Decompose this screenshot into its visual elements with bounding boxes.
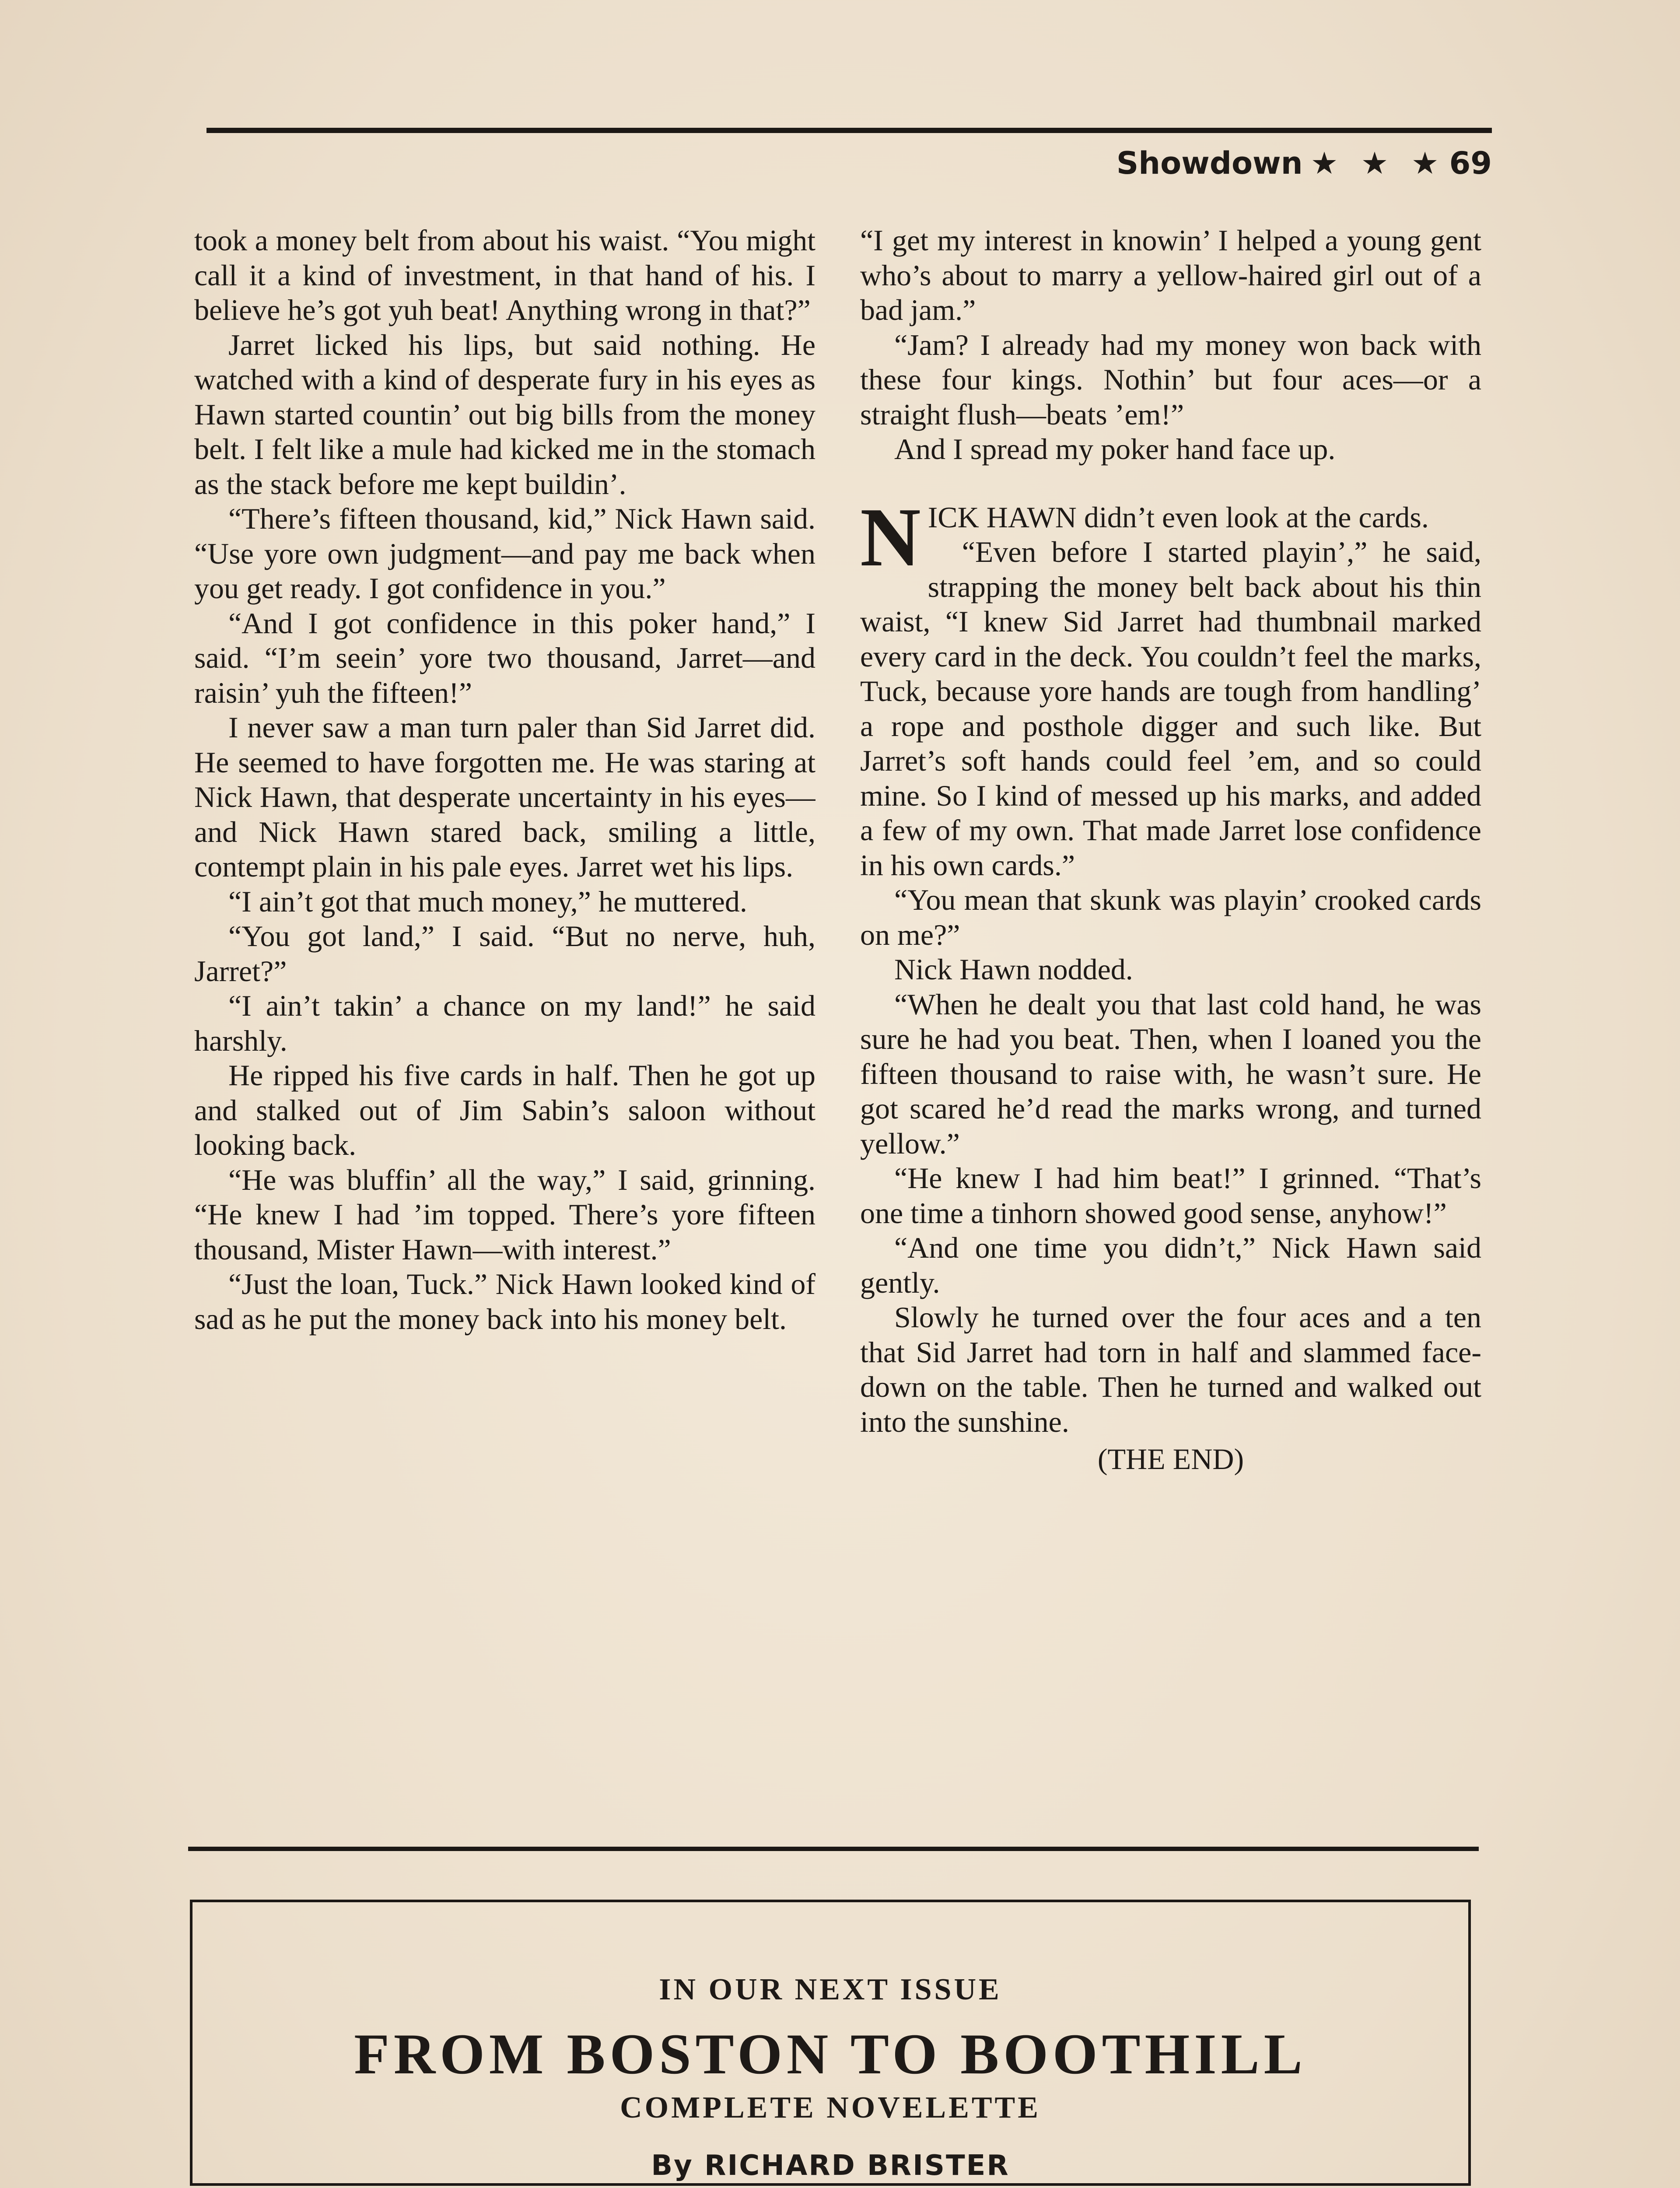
footer-rule <box>188 1847 1479 1851</box>
paragraph: “And I got confidence in this poker hand,” I said. “I’m seein’ yore two thousand, Jarret—and raisin’ yuh the fifteen!” <box>194 606 816 709</box>
paragraph: Slowly he turned over the four aces and a ten that Sid Jarret had torn in half and slammed face-down on the table. Then he turned and walked out into the sunshine. <box>860 1301 1481 1438</box>
next-issue-kicker: IN OUR NEXT ISSUE <box>659 1973 1002 2006</box>
the-end-marker: (THE END) <box>1097 1442 1244 1476</box>
paragraph: “He was bluffin’ all the way,” I said, grinning. “He knew I had ’im topped. There’s yore fifteen thousand, Mister Hawn—with interest.” <box>194 1163 816 1266</box>
paragraph: Nick Hawn nodded. <box>894 953 1133 986</box>
paragraph: And I spread my poker hand face up. <box>894 432 1336 466</box>
paragraph: “I get my interest in knowin’ I helped a young gent who’s about to marry a yellow-haired girl out of a bad jam.” <box>860 224 1481 326</box>
section-opening-text: ICK HAWN didn’t even look at the cards. <box>928 500 1429 534</box>
paragraph: “You mean that skunk was playin’ crooked cards on me?” <box>860 883 1481 951</box>
paragraph: “And one time you didn’t,” Nick Hawn said gently. <box>860 1231 1481 1299</box>
paragraph: Jarret licked his lips, but said nothing. He watched with a kind of desperate fury in his eyes as Hawn started countin’ out big bills from the money belt. I felt like a mule had kicked me in the stomach as the stack before me kept buildin’. <box>194 328 816 501</box>
paragraph: He ripped his five cards in half. Then he got up and stalked out of Jim Sabin’s saloon without looking back. <box>194 1059 816 1161</box>
next-issue-subtitle: COMPLETE NOVELETTE <box>620 2091 1041 2125</box>
paragraph: “Just the loan, Tuck.” Nick Hawn looked kind of sad as he put the money back into his money belt. <box>194 1267 816 1336</box>
paragraph: took a money belt from about his waist. “You might call it a kind of investment, in that hand of his. I believe he’s got yuh beat! Anything wrong in that?” <box>194 224 816 326</box>
star-ornament-icon: ★ ★ ★ <box>1310 145 1445 181</box>
header-rule <box>206 128 1492 133</box>
paragraph: “There’s fifteen thousand, kid,” Nick Hawn said. “Use yore own judgment—and pay me back when you get ready. I got confidence in you.” <box>194 502 816 605</box>
magazine-title: Showdown <box>1116 145 1303 181</box>
drop-cap: N <box>860 490 921 584</box>
paragraph: “When he dealt you that last cold hand, he was sure he had you beat. Then, when I loaned you the fifteen thousand to raise with, he wasn’t sure. He got scared he’d read the marks wrong, and turned yellow.” <box>860 987 1481 1160</box>
paragraph: “Jam? I already had my money won back with these four kings. Nothin’ but four aces—or a straight flush—beats ’em!” <box>860 328 1481 431</box>
paragraph: “I ain’t takin’ a chance on my land!” he said harshly. <box>194 989 816 1057</box>
running-head <box>1041 139 1492 187</box>
paragraph: “He knew I had him beat!” I grinned. “That’s one time a tinhorn showed good sense, anyhow!” <box>860 1161 1481 1230</box>
section-opening-paragraph <box>860 490 1481 584</box>
right-text-column <box>860 223 1481 1834</box>
next-issue-box <box>190 1900 1471 2186</box>
left-text-column <box>194 223 816 1834</box>
paragraph: “Even before I started playin’,” he said, strapping the money belt back about his thin waist, “I knew Sid Jarret had thumbnail marked every card in the deck. You couldn’t feel the marks, Tuck, because yore hands are tough from handling’ a rope and posthole digger and such like. But Jarret’s soft hands could feel ’em, and so could mine. So I kind of messed up his marks, and added a few of my own. That made Jarret lose confidence in his own cards.” <box>860 535 1481 882</box>
paragraph: “You got land,” I said. “But no nerve, huh, Jarret?” <box>194 919 816 988</box>
next-issue-title: FROM BOSTON TO BOOTHILL <box>354 2022 1307 2086</box>
paragraph: “I ain’t got that much money,” he muttered. <box>228 884 747 918</box>
paragraph: I never saw a man turn paler than Sid Jarret did. He seemed to have forgotten me. He was staring at Nick Hawn, that desperate uncertainty in his eyes—and Nick Hawn stared back, smiling a little, contempt plain in his pale eyes. Jarret wet his lips. <box>194 711 816 883</box>
page-number: 69 <box>1449 145 1492 181</box>
next-issue-byline: By RICHARD BRISTER <box>651 2149 1010 2182</box>
